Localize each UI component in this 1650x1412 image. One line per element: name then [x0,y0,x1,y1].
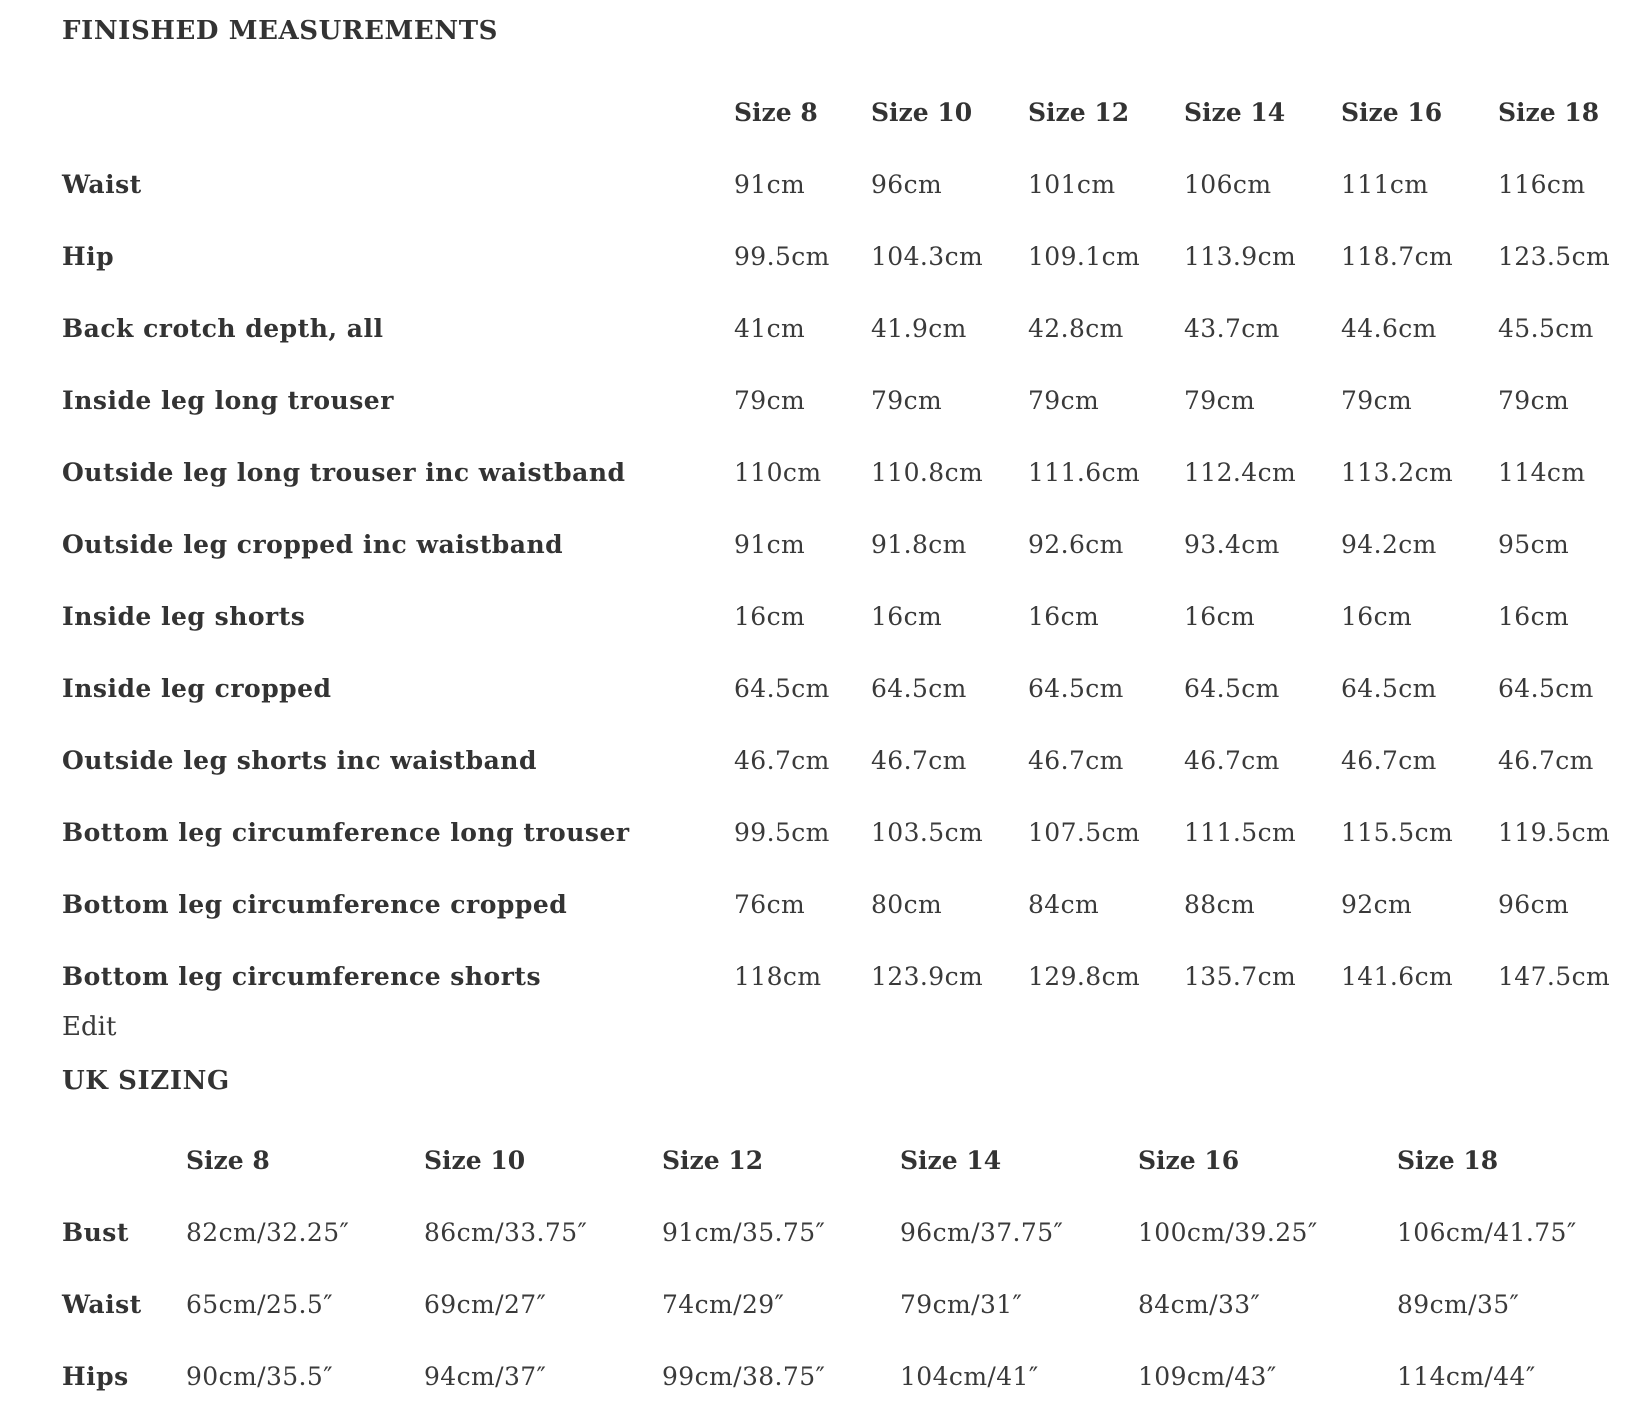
row-label: Outside leg shorts inc waistband [62,745,537,775]
measurement-value: 104.3cm [871,241,984,271]
measurement-value: 99.5cm [734,817,830,847]
measurement-value: 79cm [1028,385,1100,415]
table-row [62,1268,1602,1340]
table-header-row [62,76,1622,148]
measurement-value: 141.6cm [1341,961,1454,991]
uk-sizing-table [62,1124,1602,1412]
measurement-value: 16cm [1341,601,1413,631]
header-label-cell [62,1124,186,1196]
measurement-value: 44.6cm [1341,313,1437,343]
measurement-value: 46.7cm [871,745,967,775]
measurement-value: 46.7cm [1341,745,1437,775]
table-row [62,220,1622,292]
row-label: Inside leg cropped [62,673,332,703]
table-row [62,652,1622,724]
measurement-value: 89cm/35″ [1397,1289,1520,1319]
measurement-value: 46.7cm [1184,745,1280,775]
uk-sizing-title: UK SIZING [62,1066,230,1096]
measurement-value: 91cm [734,169,806,199]
measurement-value: 45.5cm [1498,313,1594,343]
measurement-value: 115.5cm [1341,817,1454,847]
measurement-value: 114cm [1498,457,1586,487]
measurement-value: 79cm [734,385,806,415]
measurement-value: 123.5cm [1498,241,1611,271]
measurement-value: 106cm/41.75″ [1397,1217,1577,1247]
row-label: Bottom leg circumference long trouser [62,817,630,847]
size-header: Size 12 [1028,97,1130,127]
measurement-value: 16cm [1184,601,1256,631]
measurement-value: 111.6cm [1028,457,1141,487]
measurement-value: 79cm [1341,385,1413,415]
measurement-value: 92cm [1341,889,1413,919]
measurement-value: 46.7cm [1028,745,1124,775]
measurement-value: 129.8cm [1028,961,1141,991]
header-label-cell [62,76,734,148]
measurement-value: 84cm [1028,889,1100,919]
row-label: Outside leg long trouser inc waistband [62,457,626,487]
measurement-value: 94cm/37″ [424,1361,547,1391]
measurement-value: 80cm [871,889,943,919]
measurement-value: 96cm [1498,889,1570,919]
measurement-value: 92.6cm [1028,529,1124,559]
measurement-value: 94.2cm [1341,529,1437,559]
measurement-value: 74cm/29″ [662,1289,785,1319]
row-label: Bust [62,1217,129,1247]
row-label: Hips [62,1361,129,1391]
measurement-value: 16cm [1498,601,1570,631]
measurement-value: 64.5cm [1498,673,1594,703]
row-label: Bottom leg circumference shorts [62,961,542,991]
measurement-value: 107.5cm [1028,817,1141,847]
row-label: Waist [62,1289,142,1319]
measurement-value: 90cm/35.5″ [186,1361,333,1391]
measurement-value: 46.7cm [734,745,830,775]
measurement-value: 101cm [1028,169,1116,199]
size-header: Size 8 [186,1145,270,1175]
measurement-value: 43.7cm [1184,313,1280,343]
size-header: Size 10 [871,97,973,127]
measurement-value: 79cm [1184,385,1256,415]
measurement-value: 123.9cm [871,961,984,991]
size-header: Size 16 [1138,1145,1240,1175]
measurement-value: 42.8cm [1028,313,1124,343]
row-label: Back crotch depth, all [62,313,384,343]
measurement-value: 64.5cm [871,673,967,703]
measurement-value: 113.2cm [1341,457,1454,487]
size-header: Size 14 [900,1145,1002,1175]
table-row [62,508,1622,580]
measurement-value: 82cm/32.25″ [186,1217,350,1247]
measurement-value: 147.5cm [1498,961,1611,991]
measurement-value: 79cm/31″ [900,1289,1023,1319]
row-label: Hip [62,241,115,271]
table-row [62,724,1622,796]
size-header: Size 18 [1498,97,1600,127]
size-header: Size 8 [734,97,818,127]
measurement-value: 110.8cm [871,457,984,487]
measurement-value: 135.7cm [1184,961,1297,991]
measurement-value: 118cm [734,961,822,991]
table-row [62,868,1622,940]
measurement-value: 106cm [1184,169,1272,199]
finished-measurements-table [62,76,1622,1012]
measurement-value: 86cm/33.75″ [424,1217,588,1247]
measurement-value: 99.5cm [734,241,830,271]
table-row [62,1196,1602,1268]
size-header: Size 16 [1341,97,1443,127]
row-label: Inside leg shorts [62,601,306,631]
measurement-value: 69cm/27″ [424,1289,547,1319]
measurement-value: 110cm [734,457,822,487]
size-header: Size 14 [1184,97,1286,127]
edit-link[interactable]: Edit [62,1012,117,1042]
measurement-value: 96cm [871,169,943,199]
measurement-value: 46.7cm [1498,745,1594,775]
measurement-value: 64.5cm [734,673,830,703]
measurement-value: 116cm [1498,169,1586,199]
table-row [62,1340,1602,1412]
size-header: Size 12 [662,1145,764,1175]
measurement-value: 64.5cm [1341,673,1437,703]
measurement-value: 104cm/41″ [900,1361,1039,1391]
table-row [62,940,1622,1012]
measurement-value: 91.8cm [871,529,967,559]
table-row [62,148,1622,220]
measurement-value: 91cm/35.75″ [662,1217,826,1247]
measurement-value: 111.5cm [1184,817,1297,847]
measurement-value: 88cm [1184,889,1256,919]
table-row [62,292,1622,364]
measurement-value: 96cm/37.75″ [900,1217,1064,1247]
measurement-value: 65cm/25.5″ [186,1289,333,1319]
measurement-value: 113.9cm [1184,241,1297,271]
finished-measurements-title: FINISHED MEASUREMENTS [62,16,499,46]
measurement-value: 95cm [1498,529,1570,559]
measurement-value: 114cm/44″ [1397,1361,1536,1391]
measurement-value: 79cm [871,385,943,415]
size-header: Size 10 [424,1145,526,1175]
measurement-value: 111cm [1341,169,1429,199]
measurement-value: 41.9cm [871,313,967,343]
table-header-row [62,1124,1602,1196]
measurement-value: 91cm [734,529,806,559]
measurement-value: 119.5cm [1498,817,1611,847]
measurement-value: 118.7cm [1341,241,1454,271]
measurement-value: 16cm [734,601,806,631]
measurement-value: 76cm [734,889,806,919]
row-label: Waist [62,169,142,199]
measurement-value: 16cm [871,601,943,631]
table-row [62,364,1622,436]
measurement-value: 64.5cm [1028,673,1124,703]
measurement-value: 41cm [734,313,806,343]
measurement-value: 79cm [1498,385,1570,415]
measurement-value: 64.5cm [1184,673,1280,703]
measurement-value: 100cm/39.25″ [1138,1217,1318,1247]
measurement-value: 84cm/33″ [1138,1289,1261,1319]
row-label: Inside leg long trouser [62,385,394,415]
table-row [62,436,1622,508]
measurement-value: 109.1cm [1028,241,1141,271]
measurement-value: 99cm/38.75″ [662,1361,826,1391]
measurement-value: 112.4cm [1184,457,1297,487]
measurement-value: 103.5cm [871,817,984,847]
measurement-value: 16cm [1028,601,1100,631]
size-header: Size 18 [1397,1145,1499,1175]
row-label: Outside leg cropped inc waistband [62,529,564,559]
row-label: Bottom leg circumference cropped [62,889,568,919]
table-row [62,580,1622,652]
table-row [62,796,1622,868]
measurement-value: 109cm/43″ [1138,1361,1277,1391]
measurement-value: 93.4cm [1184,529,1280,559]
